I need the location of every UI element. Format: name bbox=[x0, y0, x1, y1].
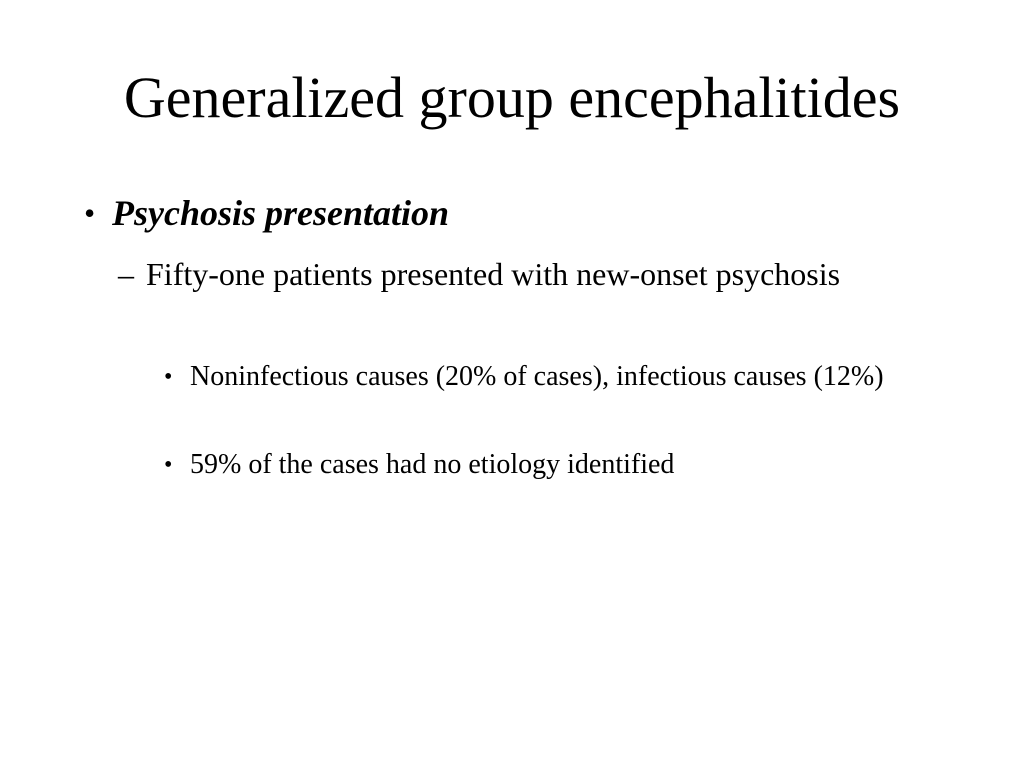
bullet-marker: • bbox=[84, 195, 96, 231]
bullet-marker: • bbox=[164, 452, 173, 478]
bullet-text: Psychosis presentation bbox=[112, 193, 450, 233]
subbullet-text: Fifty-one patients presented with new-onset psychosis bbox=[146, 256, 841, 292]
subsubbullet-no-etiology bbox=[164, 446, 924, 484]
slide-title: Generalized group encephalitides bbox=[123, 65, 901, 130]
subsubbullet-text: Noninfectious causes (20% of cases), infectious causes (12%) bbox=[190, 361, 884, 392]
bullet-marker: • bbox=[164, 364, 173, 390]
dash-marker: – bbox=[118, 256, 134, 292]
subbullet-new-onset-psychosis bbox=[118, 252, 918, 296]
subsubbullet-causes bbox=[164, 358, 924, 396]
bullet-psychosis-presentation bbox=[84, 188, 449, 238]
subsubbullet-text: 59% of the cases had no etiology identified bbox=[190, 449, 675, 480]
